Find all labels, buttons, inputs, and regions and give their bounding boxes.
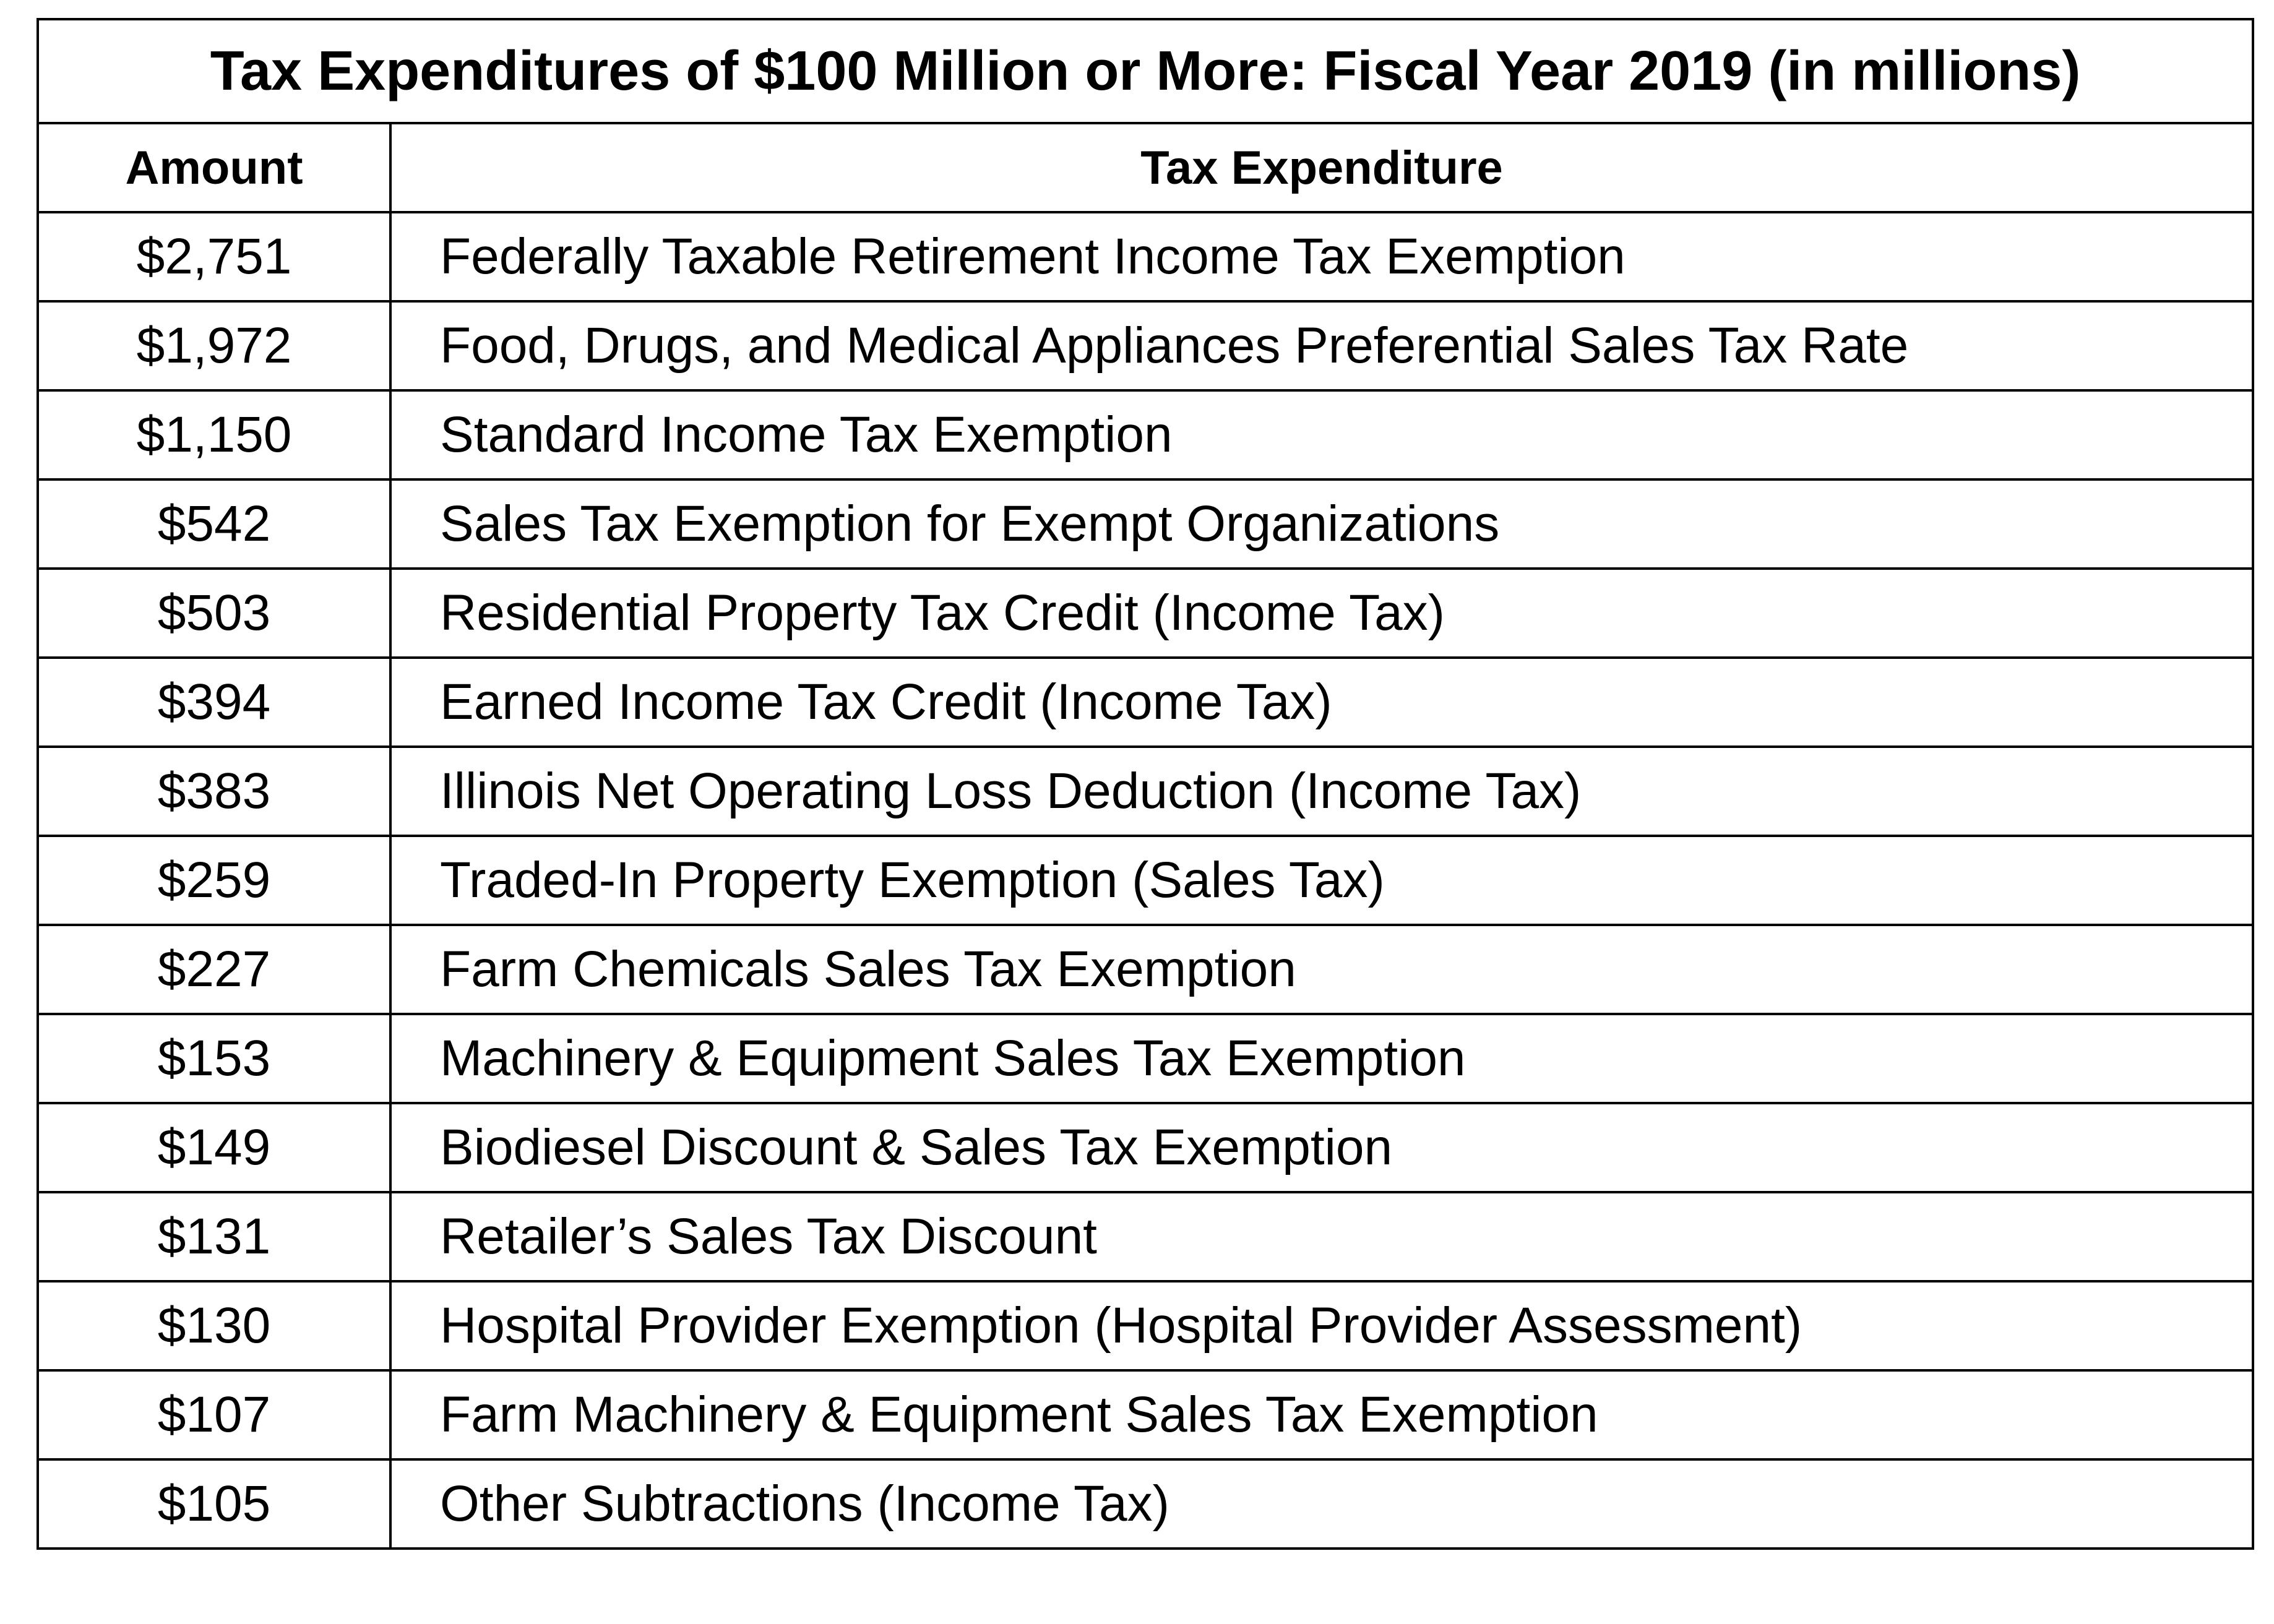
table-row <box>38 569 2253 658</box>
expenditure-cell: Illinois Net Operating Loss Deduction (Income Tax) <box>390 747 2253 836</box>
table-row <box>38 1281 2253 1370</box>
tax-expenditures-table <box>37 18 2254 1550</box>
table-header-row <box>38 123 2253 212</box>
expenditure-cell: Farm Chemicals Sales Tax Exemption <box>390 925 2253 1014</box>
amount-cell: $542 <box>38 479 390 569</box>
amount-cell: $131 <box>38 1192 390 1281</box>
table-row <box>38 390 2253 479</box>
tax-expenditures-table-container <box>37 18 2252 1550</box>
table-row <box>38 301 2253 390</box>
expenditure-cell: Sales Tax Exemption for Exempt Organizations <box>390 479 2253 569</box>
table-row <box>38 212 2253 301</box>
amount-cell: $394 <box>38 658 390 747</box>
amount-cell: $130 <box>38 1281 390 1370</box>
amount-cell: $1,972 <box>38 301 390 390</box>
expenditure-cell: Federally Taxable Retirement Income Tax Exemption <box>390 212 2253 301</box>
expenditure-cell: Traded-In Property Exemption (Sales Tax) <box>390 836 2253 925</box>
expenditure-cell: Hospital Provider Exemption (Hospital Provider Assessment) <box>390 1281 2253 1370</box>
amount-cell: $153 <box>38 1014 390 1103</box>
table-row <box>38 1014 2253 1103</box>
amount-cell: $1,150 <box>38 390 390 479</box>
table-row <box>38 1459 2253 1549</box>
table-row <box>38 1370 2253 1459</box>
table-body <box>38 212 2253 1549</box>
table-row <box>38 658 2253 747</box>
amount-cell: $383 <box>38 747 390 836</box>
table-row <box>38 1192 2253 1281</box>
column-header-amount: Amount <box>38 123 390 212</box>
amount-cell: $227 <box>38 925 390 1014</box>
amount-cell: $149 <box>38 1103 390 1192</box>
table-row <box>38 479 2253 569</box>
amount-cell: $107 <box>38 1370 390 1459</box>
column-header-expenditure: Tax Expenditure <box>390 123 2253 212</box>
expenditure-cell: Farm Machinery & Equipment Sales Tax Exemption <box>390 1370 2253 1459</box>
table-row <box>38 747 2253 836</box>
expenditure-cell: Residential Property Tax Credit (Income Tax) <box>390 569 2253 658</box>
amount-cell: $2,751 <box>38 212 390 301</box>
amount-cell: $259 <box>38 836 390 925</box>
table-title-row <box>38 19 2253 123</box>
expenditure-cell: Earned Income Tax Credit (Income Tax) <box>390 658 2253 747</box>
expenditure-cell: Food, Drugs, and Medical Appliances Preferential Sales Tax Rate <box>390 301 2253 390</box>
amount-cell: $503 <box>38 569 390 658</box>
table-row <box>38 925 2253 1014</box>
expenditure-cell: Standard Income Tax Exemption <box>390 390 2253 479</box>
table-title: Tax Expenditures of $100 Million or More: Fiscal Year 2019 (in millions) <box>38 19 2253 123</box>
expenditure-cell: Biodiesel Discount & Sales Tax Exemption <box>390 1103 2253 1192</box>
expenditure-cell: Machinery & Equipment Sales Tax Exemption <box>390 1014 2253 1103</box>
expenditure-cell: Other Subtractions (Income Tax) <box>390 1459 2253 1549</box>
amount-cell: $105 <box>38 1459 390 1549</box>
table-row <box>38 836 2253 925</box>
expenditure-cell: Retailer’s Sales Tax Discount <box>390 1192 2253 1281</box>
table-row <box>38 1103 2253 1192</box>
